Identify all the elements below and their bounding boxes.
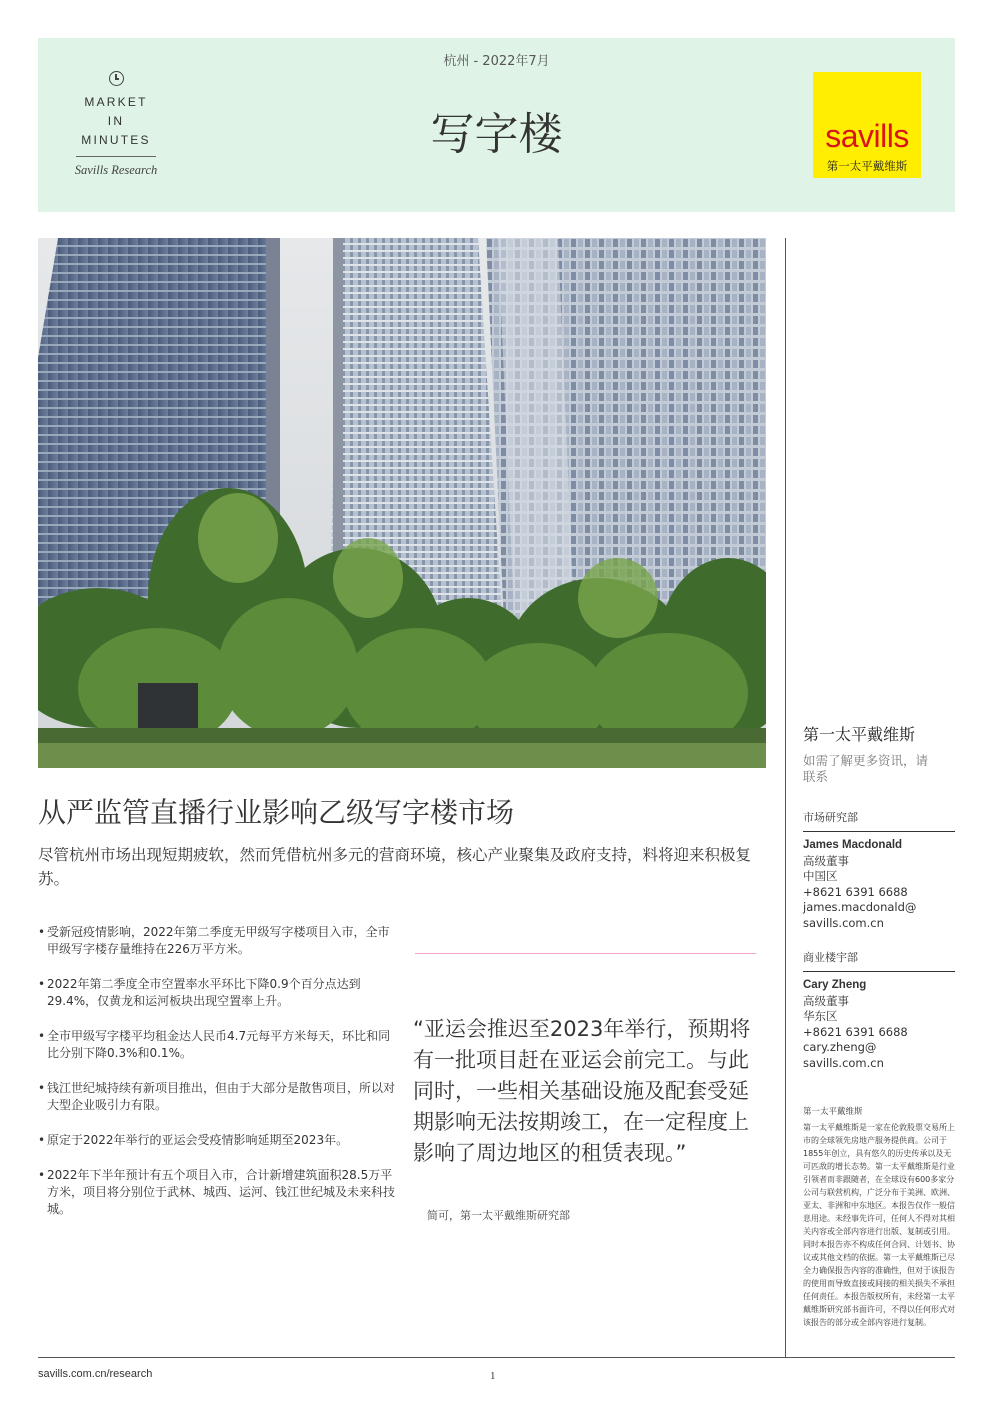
contact-email-line2[interactable]: savills.com.cn: [803, 915, 884, 930]
footer-rule: [38, 1357, 955, 1358]
key-point: • 受新冠疫情影响，2022年第二季度无甲级写字楼项目入市，全市甲级写字楼存量维持在226万平方米。: [38, 924, 398, 958]
article-lead: 尽管杭州市场出现短期疲软，然而凭借杭州多元的营商环境，核心产业聚集及政府支持，料将迎来积极复苏。: [38, 846, 752, 888]
mim-word-market: MARKET: [84, 95, 148, 109]
contact-card-commercial: [803, 978, 955, 1071]
quote-divider: [415, 953, 756, 954]
key-point: • 2022年第二季度全市空置率水平环比下降0.9个百分点达到29.4%，仅黄龙和运河板块出现空置率上升。: [38, 976, 398, 1010]
contact-name: James Macdonald: [803, 839, 903, 851]
sidebar-company: 第一太平戴维斯: [803, 725, 916, 744]
contact-phone[interactable]: +8621 6391 6688: [803, 884, 908, 899]
key-points-list: [38, 924, 398, 1236]
key-point: • 2022年下半年预计有五个项目入市，合计新增建筑面积28.5万平方米，项目将分别位于武林、城西、运河、钱江世纪城及未来科技城。: [38, 1167, 398, 1218]
key-point: • 钱江世纪城持续有新项目推出，但由于大部分是散售项目，所以对大型企业吸引力有限。: [38, 1080, 398, 1114]
contact-role: 高级董事: [803, 993, 849, 1008]
sidebar-more-info: 如需了解更多资讯，请联系: [803, 753, 929, 784]
pull-quote-text: “亚运会推迟至2023年举行，预期将有一批项目赶在亚运会前完工。与此同时，一些相关基础设施及配套受延期影响无法按期竣工，在一定程度上影响了周边地区的租赁表现。”: [413, 1017, 751, 1165]
contact-email-line2[interactable]: savills.com.cn: [803, 1055, 884, 1070]
report-title: 写字楼: [430, 109, 563, 160]
contact-dept-research: 市场研究部: [803, 809, 955, 832]
savills-research-label: Savills Research: [74, 163, 158, 177]
contact-region: 华东区: [803, 1009, 838, 1023]
clock-icon: [109, 71, 124, 86]
contact-region: 中国区: [803, 869, 838, 883]
contact-sidebar: [803, 722, 955, 1329]
mim-word-minutes: MINUTES: [81, 133, 151, 147]
savills-logo: [813, 72, 921, 178]
savills-logo-brand: savills: [825, 118, 909, 154]
about-disclaimer: 第一太平戴维斯是一家在伦敦股票交易所上市的全球领先房地产服务提供商。公司于1855年创立，具有悠久的历史传承以及无可匹敌的增长态势。第一太平戴维斯是行业引领者而非跟随者，在全球设有600多家分公司与联营机构，广泛分布于美洲、欧洲、亚太、非洲和中东地区。本报告仅作一般信息用途。未经事先许可，任何人不得对其相关内容或全部内容进行出版、复制或引用。同时本报告亦不构成任何合同、计划书、协议或其他文档的依据。第一太平戴维斯已尽全力确保报告内容的准确性，但对于该报告的使用而导致直接或间接的相关损失不承担任何责任。本报告版权所有，未经第一太平戴维斯研究部书面许可，不得以任何形式对该报告的部分或全部内容进行复制。: [803, 1123, 955, 1327]
contact-email-line1[interactable]: cary.zheng@: [803, 1040, 877, 1054]
key-point: • 原定于2022年举行的亚运会受疫情影响延期至2023年。: [38, 1132, 398, 1149]
pull-quote: [413, 1014, 768, 1169]
contact-dept-commercial: 商业楼宇部: [803, 949, 955, 972]
page-number: 1: [490, 1370, 496, 1382]
mim-word-in: IN: [107, 114, 125, 128]
office-towers-illustration: [38, 238, 766, 768]
contact-role: 高级董事: [803, 853, 849, 868]
footer-url-link[interactable]: savills.com.cn/research: [38, 1368, 153, 1380]
key-point: • 全市甲级写字楼平均租金达人民币4.7元每平方米每天，环比和同比分别下降0.3%和0.1%。: [38, 1028, 398, 1062]
header-band: [38, 38, 955, 212]
pull-quote-source: 简可，第一太平戴维斯研究部: [427, 1209, 570, 1222]
contact-phone[interactable]: +8621 6391 6688: [803, 1024, 908, 1039]
savills-logo-subtitle: 第一太平戴维斯: [826, 159, 908, 173]
contact-name: Cary Zheng: [803, 979, 867, 991]
contact-card-research: [803, 838, 955, 931]
contact-email-line1[interactable]: james.macdonald@: [803, 900, 917, 914]
office-towers-photo: [38, 238, 766, 768]
about-title: 第一太平戴维斯: [803, 1107, 863, 1117]
sidebar-divider: [785, 238, 786, 1358]
report-subtitle: 杭州 - 2022年7月: [443, 54, 550, 69]
article-headline: 从严监管直播行业影响乙级写字楼市场: [38, 796, 515, 829]
